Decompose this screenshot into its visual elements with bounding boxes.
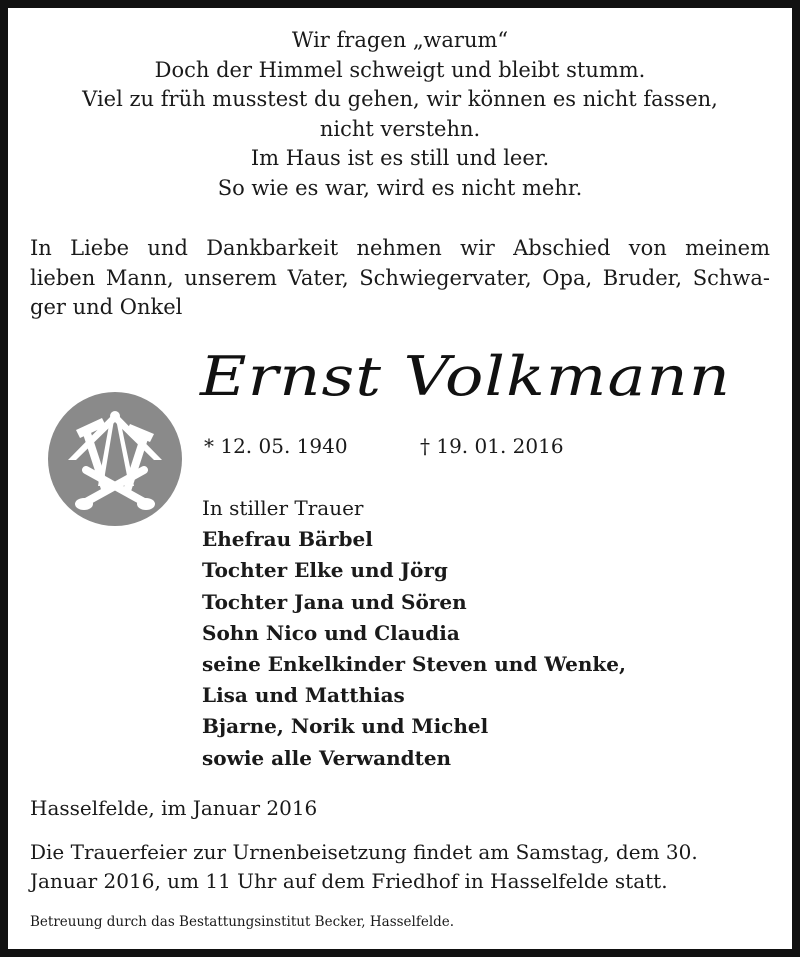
mourners-list — [202, 493, 626, 774]
farewell-intro — [30, 234, 770, 323]
poem-line: Im Haus ist es still und leer. — [250, 146, 550, 170]
death-date: † 19. 01. 2016 — [420, 434, 564, 458]
life-dates — [204, 432, 564, 460]
poem-line: Wir fragen „warum“ — [291, 28, 509, 52]
ceremony-info — [30, 838, 774, 896]
deceased-name: Ernst Volkmann — [200, 345, 732, 408]
poem-line: So wie es war, wird es nicht mehr. — [217, 175, 583, 200]
ceremony-line: Die Trauerfeier zur Urnenbeisetzung findet am Samstag, dem 30. — [30, 840, 698, 864]
poem — [28, 26, 772, 203]
roofer-guild-emblem-icon — [46, 390, 184, 528]
mourner-line: Ehefrau Bärbel — [202, 527, 373, 552]
intro-line: lieben Mann, unserem Vater, Schwiegervater, Opa, Bruder, Schwa- — [30, 265, 770, 290]
place-and-date: Hasselfelde, im Januar 2016 — [30, 796, 318, 820]
ceremony-line: Januar 2016, um 11 Uhr auf dem Friedhof in Hasselfelde statt. — [30, 869, 668, 893]
mourners-heading: In stiller Trauer — [202, 496, 364, 520]
poem-line: Doch der Himmel schweigt und bleibt stumm. — [154, 57, 646, 82]
birth-date: * 12. 05. 1940 — [204, 434, 348, 458]
mourner-line: Lisa und Matthias — [202, 683, 405, 708]
mourner-line: Sohn Nico und Claudia — [202, 620, 460, 645]
mourner-line: Tochter Jana und Sören — [202, 589, 467, 614]
intro-line: In Liebe und Dankbarkeit nehmen wir Abschied von meinem — [30, 236, 770, 260]
mourner-line: Tochter Elke und Jörg — [202, 558, 448, 583]
poem-line: Viel zu früh musstest du gehen, wir können es nicht fassen, — [82, 87, 718, 111]
funeral-home-note: Betreuung durch das Bestattungsinstitut Becker, Hasselfelde. — [30, 914, 455, 930]
poem-line: nicht verstehn. — [319, 116, 481, 141]
mourner-line: sowie alle Verwandten — [202, 745, 452, 770]
mourner-line: seine Enkelkinder Steven und Wenke, — [202, 652, 626, 677]
mourner-line: Bjarne, Norik und Michel — [202, 714, 489, 739]
intro-line: ger und Onkel — [30, 295, 183, 319]
